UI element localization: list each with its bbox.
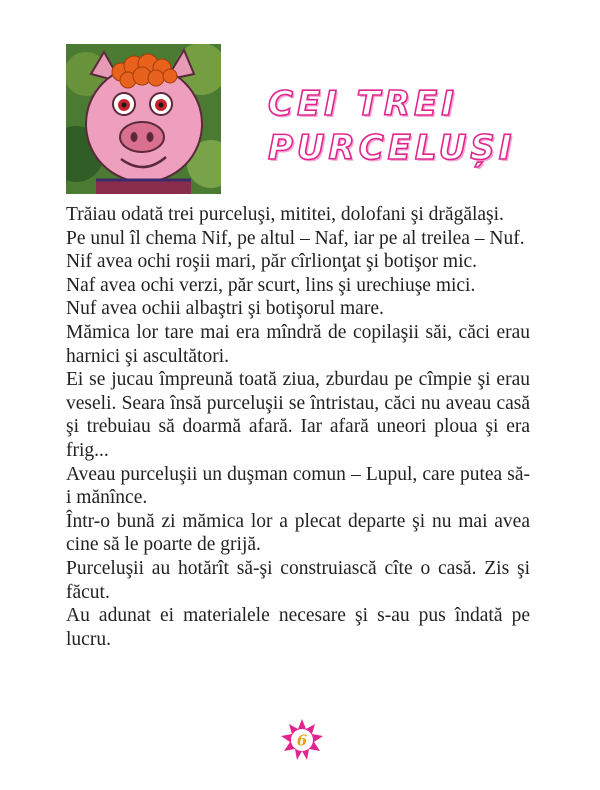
story-paragraph: Au adunat ei materialele necesare şi s-au pus îndată pe lucru. xyxy=(66,605,530,650)
title-line-1: CEI TREI xyxy=(268,84,458,124)
story-title xyxy=(268,82,518,170)
star-badge-icon xyxy=(280,718,324,762)
story-paragraph: Naf avea ochi verzi, păr scurt, lins şi urechiuşe mici. xyxy=(66,274,476,296)
story-paragraph: Purceluşii au hotărît să-şi construiască cîte o casă. Zis şi făcut. xyxy=(66,557,530,603)
story-paragraph: Aveau purceluşii un duşman comun – Lupul, care putea să-i mănînce. xyxy=(66,463,530,509)
story-paragraph: Mămica lor tare mai era mîndră de copilaşii săi, căci erau harnici şi ascultători. xyxy=(66,321,530,367)
story-text xyxy=(66,203,530,651)
story-paragraph: Pe unul îl chema Nif, pe altul – Naf, iar pe al treilea – Nuf. xyxy=(66,227,525,249)
title-line-2: PURCELUȘI xyxy=(268,128,516,168)
story-paragraph: Ei se jucau împreună toată ziua, zburdau pe cîmpie şi erau veseli. Seara însă purceluşii se întristau, căci nu aveau casă şi trebuiau să doarmă afară. Iar afară uneori ploua şi era frig... xyxy=(66,369,530,461)
pig-illustration xyxy=(66,44,221,194)
story-paragraph: Nif avea ochi roşii mari, păr cîrlionţat şi botişor mic. xyxy=(66,251,478,273)
story-paragraph: Trăiau odată trei purceluşi, mititei, dolofani şi drăgălaşi. xyxy=(66,204,504,225)
page-number: 6 xyxy=(296,731,308,750)
story-paragraph: Nuf avea ochii albaştri şi botişorul mare. xyxy=(66,298,384,320)
story-paragraph: Într-o bună zi mămica lor a plecat departe şi nu mai avea cine să le poarte de grijă. xyxy=(66,510,530,556)
page-number-badge xyxy=(280,718,324,762)
pig-character-image xyxy=(66,44,221,194)
